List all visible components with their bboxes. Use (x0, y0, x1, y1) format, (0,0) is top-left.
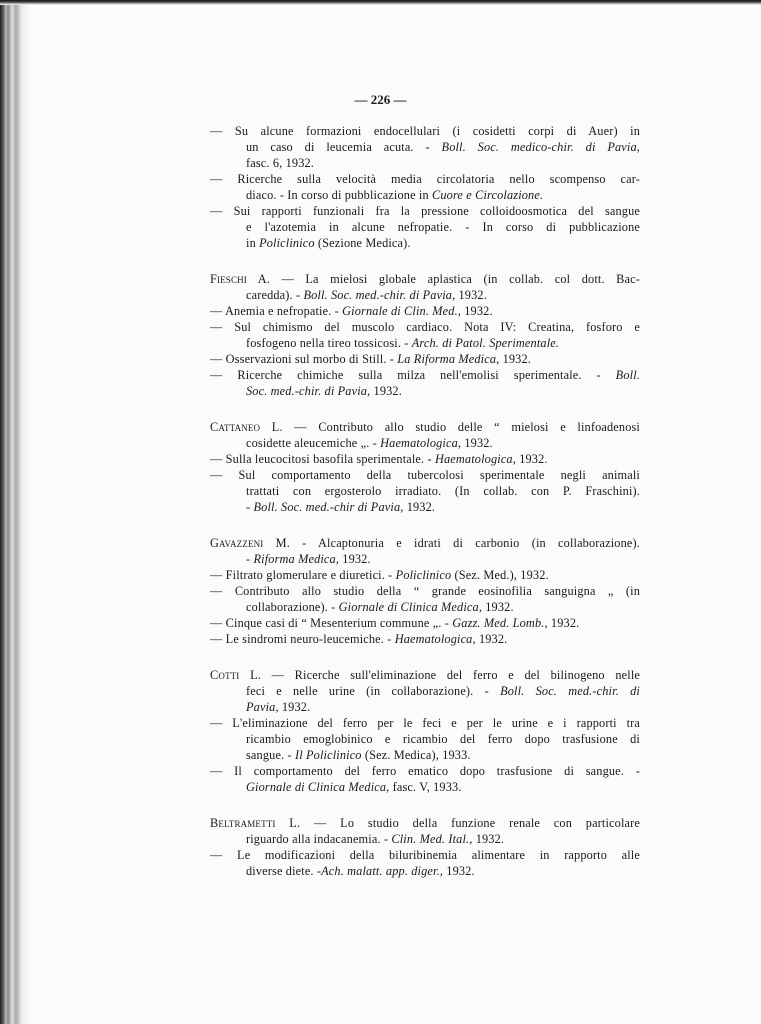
publication-item (210, 535, 640, 567)
text-line (210, 567, 640, 583)
text-segment: diaco. - In corso di pubblicazione in (246, 188, 432, 202)
text-segment: — Sulla leucocitosi basofila sperimentale. - (210, 452, 435, 466)
author-name: Cotti (210, 668, 240, 682)
text-segment: , 1932. (512, 452, 548, 466)
text-line (210, 271, 640, 287)
text-line (246, 551, 640, 567)
publication-item (210, 351, 640, 367)
text-segment: collaborazione). - (246, 600, 339, 614)
text-line (246, 831, 640, 847)
journal-title: Policlinico (259, 236, 315, 250)
text-line (246, 287, 640, 303)
text-line (210, 535, 640, 551)
journal-title: Giornale di Clinica Medica (246, 780, 387, 794)
author-entry (210, 815, 640, 879)
text-line (210, 303, 640, 319)
journal-title: Giornale di Clinica Medica (338, 600, 479, 614)
journal-title: Gazz. Med. Lomb. (452, 616, 545, 630)
publication-item (210, 319, 640, 351)
text-line (246, 235, 640, 251)
journal-title: Giornale di Clin. Med. (342, 304, 458, 318)
text-segment: — Sul comportamento della tubercolosi sperimentale negli animali (210, 468, 640, 482)
text-segment: — Le modificazioni della biluribinemia alimentare in rapporto alle (210, 848, 640, 862)
text-line (246, 499, 640, 515)
author-entry (210, 123, 640, 251)
text-segment: , 1932. (469, 832, 505, 846)
journal-title: Boll. Soc. med.-chir. di Pavia (303, 288, 453, 302)
text-line (246, 779, 640, 795)
text-segment: — Osservazioni sul morbo di Still. - (210, 352, 398, 366)
text-segment: — Il comportamento del ferro ematico dopo trasfusione di sangue. - (210, 764, 640, 778)
publication-item (210, 303, 640, 319)
text-segment: un caso di leucemia acuta. - (246, 140, 442, 154)
text-segment: — Sui rapporti funzionali fra la pressione colloidoosmotica del sangue (210, 204, 640, 218)
text-segment: — Contributo allo studio della “ grande eosinofilia sanguigna „ (in (210, 584, 640, 598)
text-line (246, 747, 640, 763)
text-segment: — Ricerche sulla velocità media circolatoria nello scompenso car- (210, 172, 640, 186)
journal-title: Policlinico (395, 568, 452, 582)
text-segment: L. — Lo studio della funzione renale con particolare (275, 816, 640, 830)
text-line (210, 419, 640, 435)
publication-item (210, 631, 640, 647)
text-segment: (Sezione Medica). (314, 236, 411, 250)
text-segment: diverse diete. - (246, 864, 322, 878)
journal-title: Il Policlinico (294, 748, 362, 762)
text-line (210, 615, 640, 631)
text-line (210, 123, 640, 139)
page-top-edge (0, 0, 761, 5)
journal-title: Riforma Medica (253, 552, 336, 566)
text-segment: A. — La mielosi globale aplastica (in collab. col dott. Bac- (246, 272, 640, 286)
text-line (210, 583, 640, 599)
journal-title: Cuore e Circolazione. (432, 188, 544, 202)
text-segment: feci e nelle urine (in collaborazione). - (246, 684, 501, 698)
publication-item (210, 567, 640, 583)
journal-title: Haematologica (380, 436, 458, 450)
text-line (210, 171, 640, 187)
text-line (246, 731, 640, 747)
journal-title: Arch. di Patol. Sperimentale. (411, 336, 560, 350)
text-line (246, 599, 640, 615)
text-segment: , 1932. (275, 700, 311, 714)
author-entry (210, 419, 640, 515)
publication-item (210, 847, 640, 879)
text-segment: M. - Alcaptonuria e idrati di carbonio (in collaborazione). (263, 536, 640, 550)
publication-item (210, 367, 640, 399)
publication-item (210, 667, 640, 715)
text-segment: — Ricerche chimiche sulla milza nell'emolisi sperimentale. - (210, 368, 616, 382)
journal-title: Boll. (615, 368, 640, 382)
text-line (210, 467, 640, 483)
author-entry (210, 535, 640, 647)
text-line (246, 187, 640, 203)
text-segment: sangue. - (246, 748, 295, 762)
publication-item (210, 203, 640, 251)
text-segment: (Sez. Medica), 1933. (361, 748, 471, 762)
text-line (246, 383, 640, 399)
text-segment: , 1932. (496, 352, 532, 366)
text-line (246, 155, 640, 171)
publication-item (210, 763, 640, 795)
text-segment: caredda). - (246, 288, 304, 302)
text-segment: — Cinque casi di “ Mesenterium commune „. - (210, 616, 453, 630)
text-segment: — Filtrato glomerulare e diuretici. - (210, 568, 396, 582)
text-segment: — Sul chimismo del muscolo cardiaco. Nota IV: Creatina, fosforo e (210, 320, 640, 334)
journal-title: Pavia (246, 700, 276, 714)
text-line (246, 219, 640, 235)
text-segment: — Su alcune formazioni endocellulari (i cosidetti corpi di Auer) in (210, 124, 640, 138)
text-line (210, 451, 640, 467)
journal-title: Clin. Med. Ital. (391, 832, 470, 846)
publication-item (210, 171, 640, 203)
text-segment: , 1932. (335, 552, 371, 566)
text-segment: — Le sindromi neuro-leucemiche. - (210, 632, 395, 646)
publication-item (210, 467, 640, 515)
text-segment: cosidette aleucemiche „. - (246, 436, 381, 450)
text-segment: L. — Contributo allo studio delle “ mielosi e linfoadenosi (260, 420, 640, 434)
publication-item (210, 815, 640, 847)
text-line (210, 367, 640, 383)
text-line (246, 139, 640, 155)
journal-title: Boll. Soc. med.-chir. di (500, 684, 640, 698)
text-line (246, 435, 640, 451)
publication-item (210, 123, 640, 171)
author-name: Cattaneo (210, 420, 261, 434)
journal-title: Soc. med.-chir. di Pavia (246, 384, 368, 398)
book-binding-shadow (0, 0, 30, 1024)
page-number: — 226 — (354, 92, 407, 107)
journal-title: Haematologica (394, 632, 473, 646)
publication-item (210, 715, 640, 763)
text-segment: — Anemia e nefropatie. - (210, 304, 343, 318)
journal-title: Ach. malatt. app. diger. (321, 864, 440, 878)
bibliography-list (210, 123, 640, 899)
journal-title: Haematologica (434, 452, 513, 466)
text-segment: , 1932. (544, 616, 580, 630)
text-segment: , 1932. (367, 384, 402, 398)
text-line (246, 863, 640, 879)
text-segment: , 1932. (439, 864, 475, 878)
publication-item (210, 419, 640, 451)
author-entry (210, 667, 640, 795)
text-segment: in (246, 236, 260, 250)
text-segment: - (246, 500, 254, 514)
text-line (246, 483, 640, 499)
text-segment: (Sez. Med.), 1932. (451, 568, 549, 582)
text-line (210, 667, 640, 683)
text-line (210, 203, 640, 219)
text-line (246, 699, 640, 715)
author-name: Gavazzeni (210, 536, 264, 550)
journal-title: Boll. Soc. medico-chir. di Pavia (441, 140, 637, 154)
text-line (210, 715, 640, 731)
text-segment: L. — Ricerche sull'eliminazione del ferro e del bilinogeno nelle (239, 668, 640, 682)
text-line (210, 763, 640, 779)
text-line (210, 815, 640, 831)
text-segment: — L'eliminazione del ferro per le feci e per le urine e i rapporti tra (210, 716, 640, 730)
text-segment: fasc. 6, 1932. (246, 156, 315, 170)
author-name: Fieschi (210, 272, 247, 286)
publication-item (210, 615, 640, 631)
text-line (210, 847, 640, 863)
text-line (246, 683, 640, 699)
text-line (210, 351, 640, 367)
text-segment: , 1932. (400, 500, 436, 514)
journal-title: Boll. Soc. med.-chir di Pavia (253, 500, 401, 514)
text-segment: , 1932. (472, 632, 508, 646)
text-line (246, 335, 640, 351)
text-segment: trattati con ergosterolo irradiato. (In collab. con P. Fraschini). (246, 484, 640, 498)
text-segment: , 1932. (457, 436, 493, 450)
author-entry (210, 271, 640, 399)
text-segment: , 1932. (478, 600, 514, 614)
text-segment: e l'azotemia in alcune nefropatie. - In corso di pubblicazione (246, 220, 640, 234)
publication-item (210, 271, 640, 303)
text-segment: fosfogeno nella tireo tossicosi. - (246, 336, 412, 350)
publication-item (210, 583, 640, 615)
author-name: Beltrametti (210, 816, 276, 830)
text-segment: , 1932. (452, 288, 487, 302)
text-segment: riguardo alla indacanemia. - (246, 832, 392, 846)
text-segment: , fasc. V, 1933. (386, 780, 462, 794)
text-line (210, 319, 640, 335)
text-segment: , (636, 140, 640, 154)
text-line (210, 631, 640, 647)
text-segment: - (246, 552, 254, 566)
text-segment: ricambio emoglobinico e ricambio del ferro dopo trasfusione di (246, 732, 640, 746)
text-segment: , 1932. (457, 304, 493, 318)
publication-item (210, 451, 640, 467)
journal-title: La Riforma Medica (397, 352, 497, 366)
